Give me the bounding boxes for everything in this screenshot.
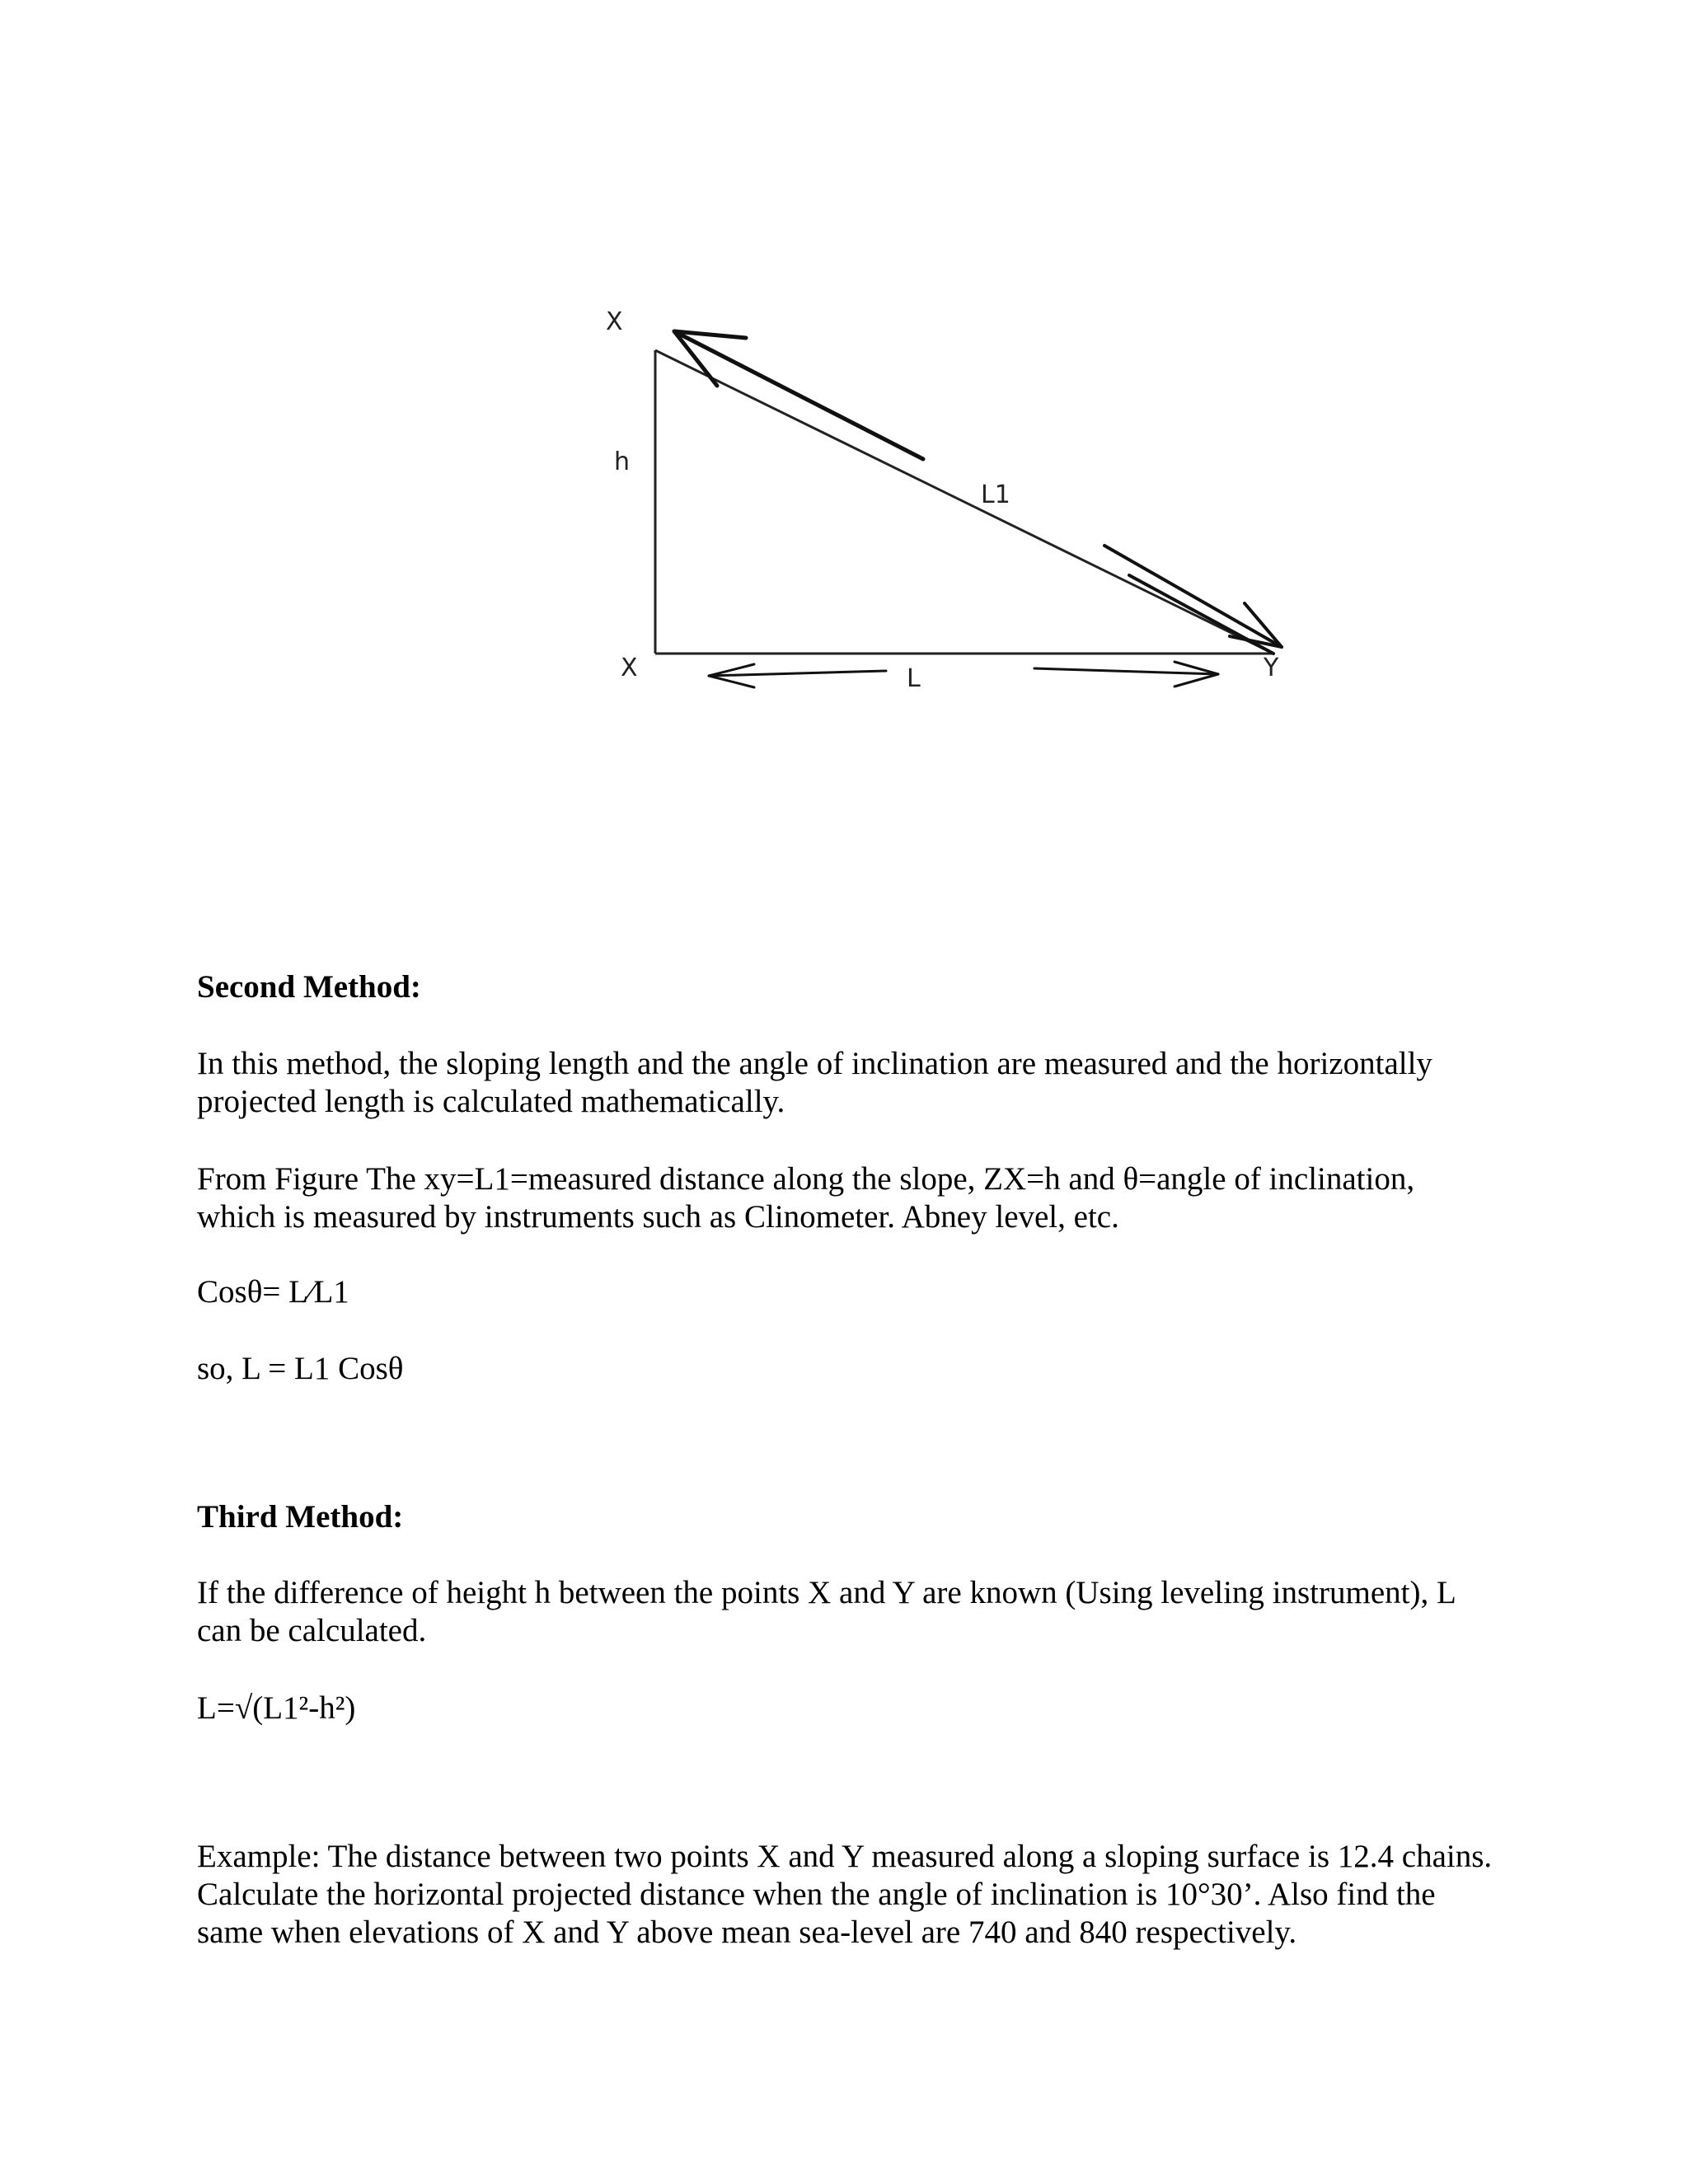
third-method-heading: Third Method: xyxy=(197,1499,404,1535)
second-method-formula-l: so, L = L1 Cosθ xyxy=(197,1351,404,1386)
third-method-formula: L=√(L1²-h²) xyxy=(197,1690,356,1726)
label-bottom-x: X xyxy=(621,654,638,682)
example-paragraph: Example: The distance between two points X and Y measured along a sloping surface is 12.4 chains. Calculate the horizontal projected distance when the angle of inclination is 10°30’. Also find the same when elevations of X and Y above mean sea-level are 740 and 840 respectively. xyxy=(197,1839,1493,1950)
third-method-paragraph-1: If the difference of height h between the points X and Y are known (Using leveling instrument), L can be calculated. xyxy=(197,1575,1456,1648)
label-top-x: X xyxy=(606,307,623,336)
label-l: L xyxy=(907,664,921,693)
upper-slope-arrow xyxy=(674,331,923,459)
second-method-formula-cos: Cosθ= L⁄L1 xyxy=(197,1274,349,1310)
label-h: h xyxy=(614,448,631,476)
label-l1: L1 xyxy=(981,480,1010,509)
second-method-paragraph-1: In this method, the sloping length and the angle of inclination are measured and the horizontally projected length is calculated mathematically. xyxy=(197,1046,1432,1119)
triangle-diagram xyxy=(0,0,1688,742)
base-left-arrow xyxy=(709,664,886,687)
base-right-arrow xyxy=(1034,662,1218,687)
lower-slope-arrow xyxy=(1104,546,1282,654)
second-method-paragraph-2: From Figure The xy=L1=measured distance along the slope, ZX=h and θ=angle of inclination, which is measured by instruments such as Clinometer. Abney level, etc. xyxy=(197,1161,1415,1235)
second-method-heading: Second Method: xyxy=(197,969,421,1005)
hypotenuse-line xyxy=(655,350,1273,654)
triangle-figure xyxy=(0,0,1688,742)
label-y: Y xyxy=(1264,654,1279,682)
